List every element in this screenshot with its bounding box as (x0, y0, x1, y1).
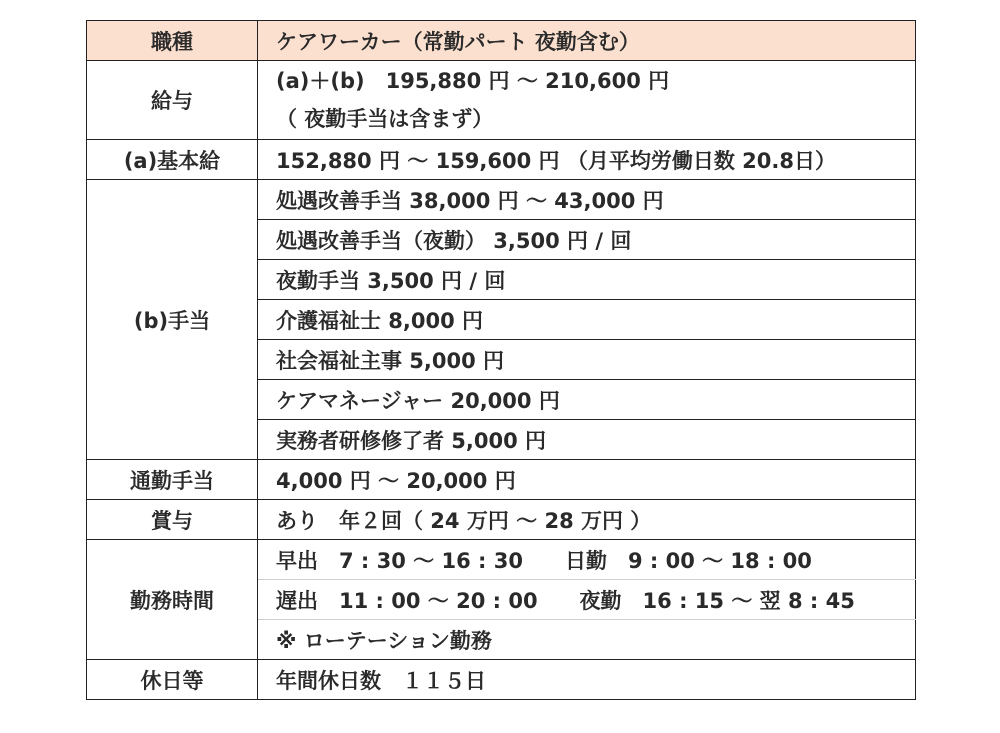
allowance-item: 処遇改善手当（夜勤） 3,500 円 / 回 (258, 220, 916, 260)
allowance-item: 社会福祉主事 5,000 円 (258, 340, 916, 380)
hours-row (87, 540, 916, 580)
allowance-row (87, 180, 916, 220)
base-pay-label: (a)基本給 (87, 140, 258, 180)
commute-value: 4,000 円 ～ 20,000 円 (258, 460, 916, 500)
salary-label: 給与 (87, 61, 258, 140)
hours-label: 勤務時間 (87, 540, 258, 660)
allowance-item: ケアマネージャー 20,000 円 (258, 380, 916, 420)
salary-table (86, 20, 916, 700)
table-header-row (87, 21, 916, 61)
salary-value-line1: (a)＋(b) 195,880 円 ～ 210,600 円 (276, 69, 670, 93)
holidays-label: 休日等 (87, 660, 258, 700)
base-pay-row (87, 140, 916, 180)
base-pay-value: 152,880 円 ～ 159,600 円 （月平均労働日数 20.8日） (258, 140, 916, 180)
bonus-label: 賞与 (87, 500, 258, 540)
hours-item: ※ ローテーション勤務 (258, 620, 916, 660)
salary-row (87, 61, 916, 140)
bonus-row (87, 500, 916, 540)
commute-label: 通勤手当 (87, 460, 258, 500)
allowance-label: (b)手当 (87, 180, 258, 460)
allowance-item: 処遇改善手当 38,000 円 ～ 43,000 円 (258, 180, 916, 220)
bonus-value: あり 年２回（ 24 万円 ～ 28 万円 ） (258, 500, 916, 540)
salary-value (258, 61, 916, 140)
allowance-item: 実務者研修修了者 5,000 円 (258, 420, 916, 460)
job-type-label: 職種 (87, 21, 258, 61)
hours-item: 遅出 11 : 00 ～ 20 : 00 夜勤 16 : 15 ～ 翌 8 : 45 (258, 580, 916, 620)
allowance-item: 介護福祉士 8,000 円 (258, 300, 916, 340)
job-type-value: ケアワーカー（常勤パート 夜勤含む） (258, 21, 916, 61)
salary-value-line2: （ 夜勤手当は含まず） (276, 107, 494, 131)
holidays-value: 年間休日数 １１５日 (258, 660, 916, 700)
allowance-item: 夜勤手当 3,500 円 / 回 (258, 260, 916, 300)
hours-item: 早出 7 : 30 ～ 16 : 30 日勤 9 : 00 ～ 18 : 00 (258, 540, 916, 580)
holidays-row (87, 660, 916, 700)
commute-row (87, 460, 916, 500)
